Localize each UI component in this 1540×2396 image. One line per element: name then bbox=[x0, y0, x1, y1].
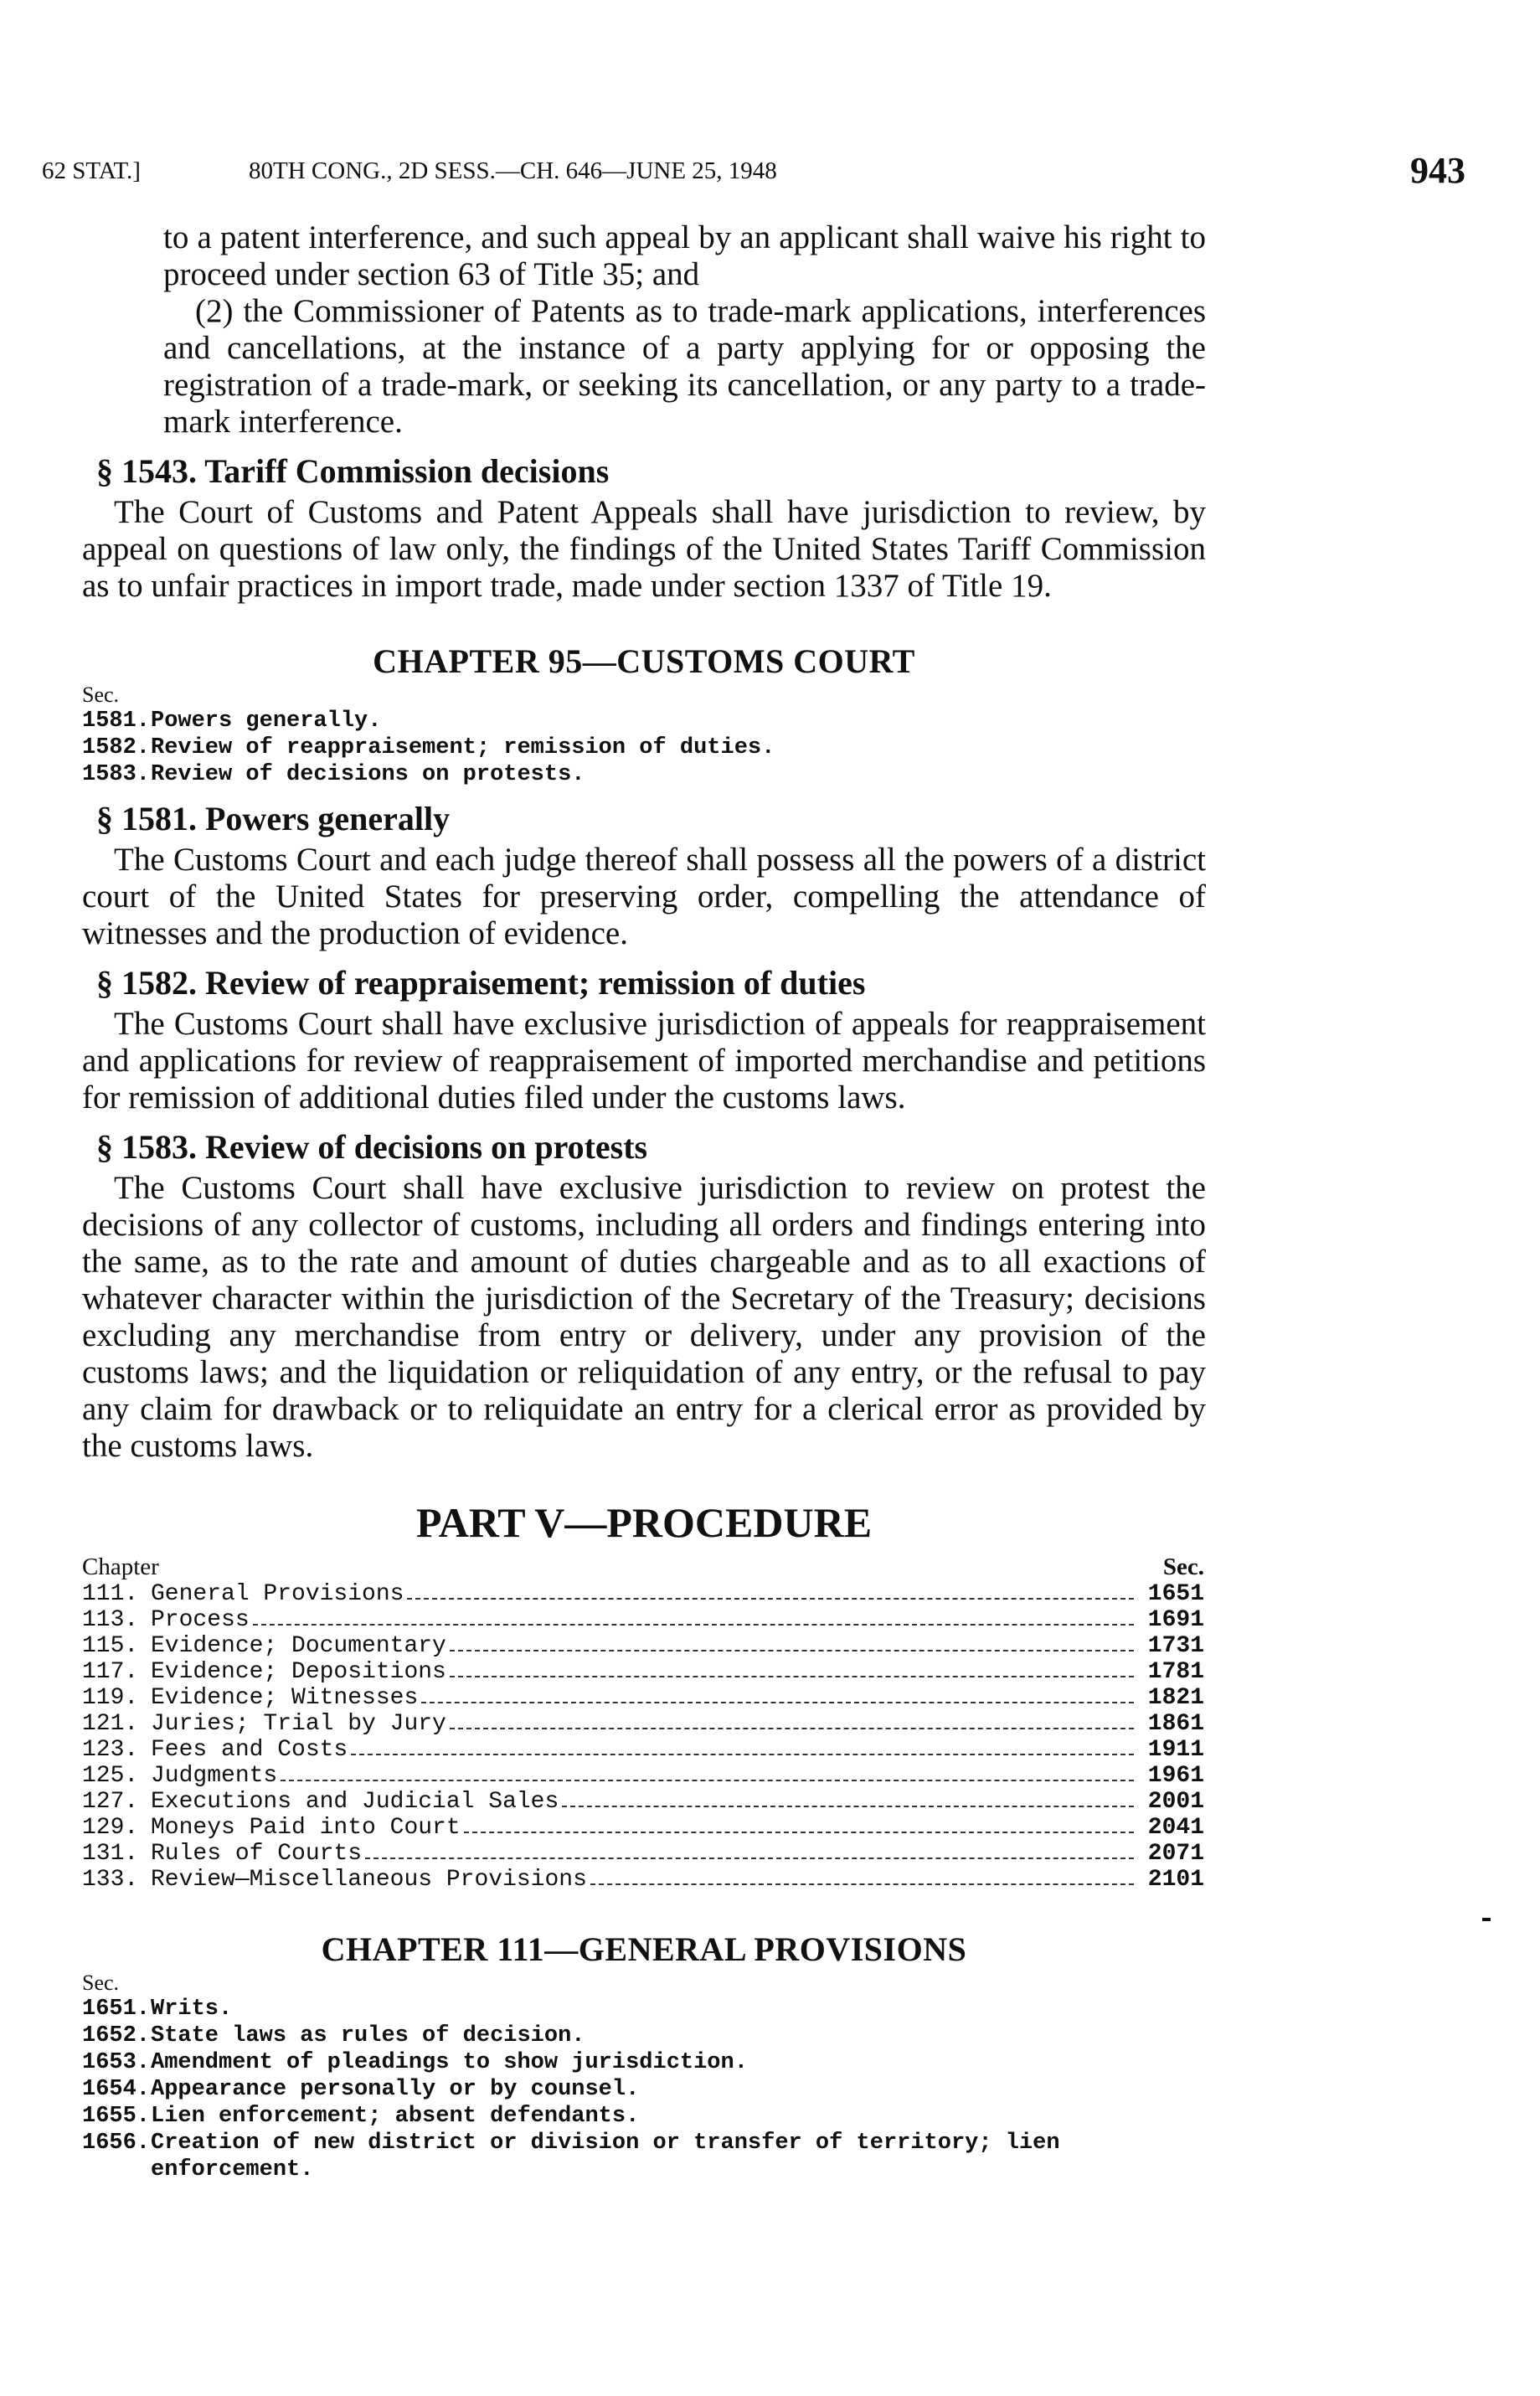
table-row: 117. Evidence; Depositions 1781 bbox=[82, 1659, 1204, 1685]
intro-item-2: (2) the Commissioner of Patents as to trade-mark applications, interferences and cancellations, at the instance of a party applying for or opposing the registration of a trade-mark, or seeking its cancellation, or any party to a trade-mark interference. bbox=[163, 293, 1206, 440]
toc-item: 1654. Appearance personally or by counsel. bbox=[82, 2077, 640, 2102]
toc-item: 1651. Writs. bbox=[82, 1997, 233, 2022]
toc-item: 1655. Lien enforcement; absent defendants. bbox=[82, 2104, 640, 2129]
table-row: 121. Juries; Trial by Jury 1861 bbox=[82, 1711, 1204, 1737]
intro-continuation: to a patent interference, and such appeal by an applicant shall waive his right to proceed under section 63 of Title 35; and bbox=[163, 219, 1206, 292]
table-row: 115. Evidence; Documentary 1731 bbox=[82, 1633, 1204, 1659]
toc-item: 1581. Powers generally. bbox=[82, 708, 382, 734]
table-row: 123. Fees and Costs 1911 bbox=[82, 1737, 1204, 1763]
part-5-heading: PART V—PROCEDURE bbox=[415, 1499, 873, 1546]
margin-mark bbox=[1482, 1918, 1491, 1921]
section-1581-heading: § 1581. Powers generally bbox=[96, 800, 451, 837]
section-1582-heading: § 1582. Review of reappraisement; remission of duties bbox=[96, 964, 866, 1002]
chapter-111-heading: CHAPTER 111—GENERAL PROVISIONS bbox=[321, 1930, 967, 1968]
table-row: 129. Moneys Paid into Court 2041 bbox=[82, 1815, 1204, 1841]
running-head bbox=[42, 149, 1465, 199]
toc-item: 1653. Amendment of pleadings to show jurisdiction. bbox=[82, 2050, 748, 2075]
toc-item: 1656. Creation of new district or division or transfer of territory; lien enforcement. bbox=[82, 2131, 1060, 2182]
table-row: 127. Executions and Judicial Sales 2001 bbox=[82, 1789, 1204, 1815]
chapter-table-header bbox=[82, 1554, 1204, 1581]
session-line: 80TH CONG., 2D SESS.—CH. 646—JUNE 25, 1948 bbox=[249, 157, 777, 184]
chapter-95-heading: CHAPTER 95—CUSTOMS COURT bbox=[373, 642, 915, 680]
chapter-95-toc bbox=[82, 708, 1206, 788]
page-number: 943 bbox=[1410, 150, 1465, 191]
section-1582-text: The Customs Court shall have exclusive jurisdiction of appeals for reappraisement and applications for review of reappraisement of imported merchandise and petitions for remission of additional duties filed under the customs laws. bbox=[82, 1006, 1206, 1116]
toc-item: 1652. State laws as rules of decision. bbox=[82, 2023, 585, 2048]
section-1583-heading: § 1583. Review of decisions on protests bbox=[96, 1128, 648, 1166]
chapter-111-sec-label: Sec. bbox=[82, 1971, 120, 1995]
table-row: 125. Judgments 1961 bbox=[82, 1763, 1204, 1789]
chapter-table bbox=[82, 1581, 1206, 1893]
page-body bbox=[82, 219, 1206, 2187]
table-row: 113. Process 1691 bbox=[82, 1607, 1204, 1633]
statute-reference: 62 STAT.] bbox=[42, 157, 141, 184]
section-1543-text: The Court of Customs and Patent Appeals shall have jurisdiction to review, by appeal on questions of law only, the findings of the United States Tariff Commission as to unfair practices in import trade, made under section 1337 of Title 19. bbox=[82, 494, 1206, 604]
chapter-111-toc bbox=[82, 1996, 1206, 2183]
chapter-column-label: Chapter bbox=[82, 1554, 159, 1580]
section-1543-heading: § 1543. Tariff Commission decisions bbox=[96, 452, 610, 490]
table-row: 111. General Provisions 1651 bbox=[82, 1581, 1204, 1607]
section-1583-text: The Customs Court shall have exclusive jurisdiction to review on protest the decisions of any collector of customs, including all orders and findings entering into the same, as to the rate and amount of duties chargeable and as to all exactions of whatever character within the jurisdiction of the Secretary of the Treasury; decisions excluding any merchandise from entry or delivery, under any provision of the customs laws; and the liquidation or reliquidation of any entry, or the refusal to pay any claim for drawback or to reliquidate an entry for a clerical error as provided by the customs laws. bbox=[82, 1170, 1206, 1464]
sec-column-label: Sec. bbox=[1162, 1554, 1204, 1580]
toc-item: 1582. Review of reappraisement; remission of duties. bbox=[82, 735, 775, 760]
chapter-95-sec-label: Sec. bbox=[82, 683, 120, 707]
toc-item: 1583. Review of decisions on protests. bbox=[82, 762, 585, 787]
table-row: 131. Rules of Courts 2071 bbox=[82, 1841, 1204, 1867]
table-row: 119. Evidence; Witnesses 1821 bbox=[82, 1685, 1204, 1711]
table-row: 133. Review—Miscellaneous Provisions 2101 bbox=[82, 1867, 1204, 1893]
section-1581-text: The Customs Court and each judge thereof shall possess all the powers of a district court of the United States for preserving order, compelling the attendance of witnesses and the production of evidence. bbox=[82, 842, 1206, 951]
